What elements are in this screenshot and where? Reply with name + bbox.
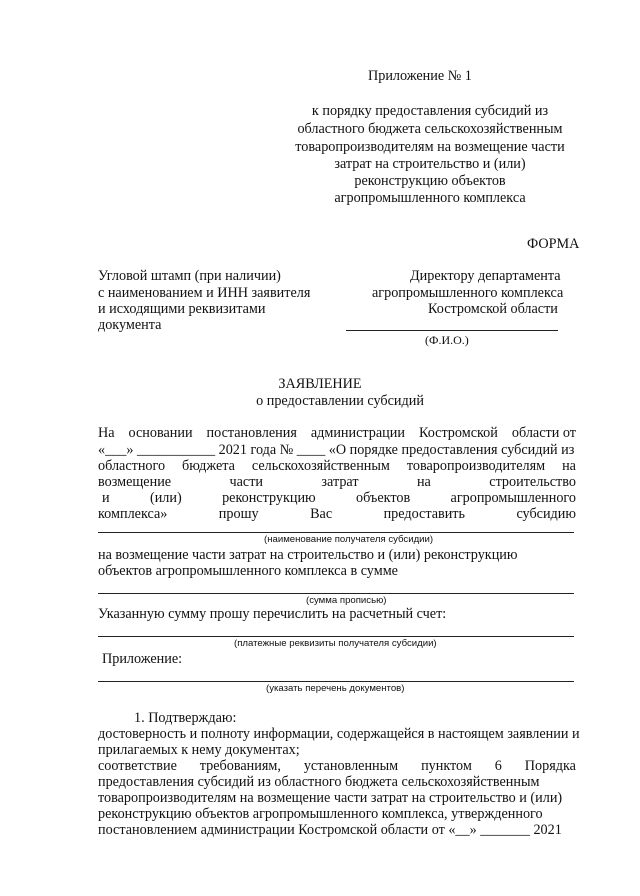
word: основании <box>128 425 193 441</box>
word: части <box>229 474 264 490</box>
appendix-line-5: реконструкцию объектов <box>354 173 506 189</box>
requisites-caption: (платежные реквизиты получателя субсидии) <box>234 638 437 649</box>
word: 6 <box>494 758 502 774</box>
word: соответствие <box>98 758 177 774</box>
word: предоставить <box>383 506 465 522</box>
attachment-label: Приложение: <box>102 651 183 667</box>
sum-blank-line <box>98 593 574 594</box>
docs-blank-line <box>98 681 574 682</box>
word: Костромской <box>418 425 498 441</box>
addressee-line-1: Директору департамента <box>410 268 561 284</box>
word: возмещение <box>98 474 172 490</box>
fio-caption: (Ф.И.О.) <box>425 333 469 347</box>
appendix-title: Приложение № 1 <box>368 68 472 84</box>
word: прошу <box>218 506 259 522</box>
para2-line-1: на возмещение части затрат на строительство и (или) реконструкцию <box>98 547 518 563</box>
addressee-line-3: Костромской области <box>428 301 558 317</box>
confirm-line-7: постановлением администрации Костромской области от «__» _______ 2021 <box>98 822 562 838</box>
confirm-line-2: прилагаемых к нему документах; <box>98 742 300 758</box>
word: объектов <box>356 490 411 506</box>
appendix-line-1: к порядку предоставления субсидий из <box>311 103 549 119</box>
word: На <box>98 425 115 441</box>
recipient-blank-line <box>98 532 574 533</box>
word: пунктом <box>421 758 472 774</box>
para1-line-6 <box>98 506 576 522</box>
sum-caption: (сумма прописью) <box>306 595 387 606</box>
confirm-line-3 <box>98 758 576 774</box>
word: Порядка <box>524 758 576 774</box>
confirm-heading: 1. Подтверждаю: <box>134 710 237 726</box>
word: строительство <box>489 474 576 490</box>
recipient-caption: (наименование получателя субсидии) <box>264 534 434 545</box>
stamp-line-2: с наименованием и ИНН заявителя <box>98 285 311 301</box>
stamp-line-1: Угловой штамп (при наличии) <box>98 268 281 284</box>
word: администрации <box>310 425 405 441</box>
word: (или) <box>149 490 182 506</box>
document-subtitle: о предоставлении субсидий <box>256 393 424 409</box>
word: постановления <box>206 425 297 441</box>
confirm-line-5: товаропроизводителям на возмещение части затрат на строительство и (или) <box>98 790 563 806</box>
forma-label: ФОРМА <box>527 236 580 252</box>
appendix-line-4: затрат на строительство и (или) <box>334 156 526 172</box>
word: на <box>416 474 431 490</box>
word: области от <box>511 425 576 441</box>
stamp-line-3: и исходящими реквизитами <box>98 301 266 317</box>
confirm-line-4: предоставления субсидий из областного бюджета сельскохозяйственным <box>98 774 540 790</box>
para1-line-4 <box>98 474 576 490</box>
word: субсидию <box>516 506 576 522</box>
para1-line-3 <box>98 458 576 474</box>
para1-line-2: «___» ___________ 2021 года № ____ «О порядке предоставления субсидий из <box>98 442 575 458</box>
word: сельскохозяйственным <box>251 458 390 474</box>
para2-line-2: объектов агропромышленного комплекса в сумме <box>98 563 398 579</box>
para1-line-5 <box>102 490 576 506</box>
word: затрат <box>321 474 359 490</box>
word: товаропроизводителям <box>406 458 546 474</box>
transfer-line: Указанную сумму прошу перечислить на расчетный счет: <box>98 606 447 622</box>
docs-caption: (указать перечень документов) <box>266 683 405 694</box>
requisites-blank-line <box>98 636 574 637</box>
appendix-line-3: товаропроизводителям на возмещение части <box>295 139 565 155</box>
word: и <box>102 490 110 506</box>
appendix-line-2: областного бюджета сельскохозяйственным <box>297 121 563 137</box>
word: на <box>562 458 576 474</box>
word: агропромышленного <box>450 490 576 506</box>
word: комплекса» <box>98 506 168 522</box>
word: областного <box>98 458 166 474</box>
stamp-line-4: документа <box>98 317 162 333</box>
word: Вас <box>310 506 333 522</box>
appendix-line-6: агропромышленного комплекса <box>334 190 526 206</box>
confirm-line-6: реконструкцию объектов агропромышленного комплекса, утвержденного <box>98 806 543 822</box>
word: требованиям, <box>199 758 281 774</box>
word: бюджета <box>182 458 235 474</box>
word: реконструкцию <box>222 490 316 506</box>
document-title: ЗАЯВЛЕНИЕ <box>278 376 362 392</box>
word: установленным <box>303 758 399 774</box>
addressee-line-2: агропромышленного комплекса <box>372 285 564 301</box>
confirm-line-1: достоверность и полноту информации, содержащейся в настоящем заявлении и <box>98 726 580 742</box>
fio-signature-line <box>346 330 558 331</box>
para1-line-1 <box>98 425 576 441</box>
